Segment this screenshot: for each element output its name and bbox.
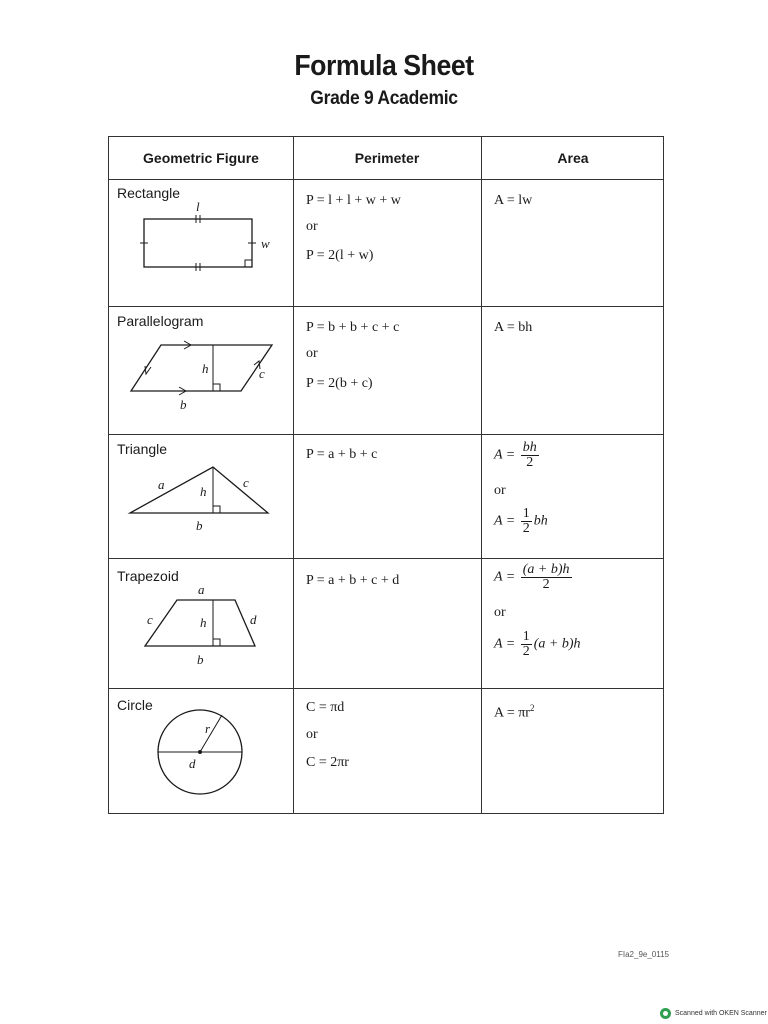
circle-label-r: r	[205, 721, 211, 736]
parallelogram-label-h: h	[202, 361, 209, 376]
fraction-denominator: 2	[526, 455, 534, 470]
figure-name-triangle: Triangle	[117, 441, 168, 457]
fraction-numerator: 1	[522, 629, 530, 644]
area-lhs: A = πr	[494, 705, 530, 721]
trapezoid-diagram	[109, 558, 293, 688]
rectangle-label-w: w	[261, 236, 270, 251]
page-subtitle: Grade 9 Academic	[310, 88, 458, 109]
column-divider	[293, 137, 294, 813]
area-lhs: A =	[494, 513, 516, 529]
header-perimeter: Perimeter	[354, 150, 420, 166]
fraction-denominator: 2	[522, 644, 530, 659]
parallelogram-label-b: b	[180, 397, 187, 412]
parallelogram-label-c: c	[259, 366, 265, 381]
page-title: Formula Sheet	[294, 50, 474, 82]
area-lhs: A =	[494, 569, 516, 585]
trapezoid-label-d: d	[250, 612, 257, 627]
fraction-numerator: 1	[522, 506, 530, 521]
or-text: or	[494, 483, 506, 498]
scanner-watermark	[660, 1008, 767, 1019]
triangle-diagram	[109, 434, 293, 558]
triangle-label-c: c	[243, 475, 249, 490]
or-text: or	[306, 727, 318, 742]
rectangle-area-formula: A = lw	[494, 193, 533, 208]
figure-name-parallelogram: Parallelogram	[117, 313, 204, 329]
rectangle-perimeter-alt-formula: P = 2(l + w)	[306, 248, 374, 263]
fraction-denominator: 2	[522, 521, 530, 536]
rectangle-perimeter-formula: P = l + l + w + w	[306, 193, 401, 208]
triangle-label-b: b	[196, 518, 203, 533]
figure-name-circle: Circle	[117, 697, 153, 713]
trapezoid-perimeter-formula: P = a + b + c + d	[306, 573, 400, 588]
rectangle-label-l: l	[196, 199, 200, 214]
parallelogram-perimeter-alt-formula: P = 2(b + c)	[306, 376, 373, 391]
triangle-area-alt-formula	[494, 507, 548, 536]
circle-perimeter-alt-formula: C = 2πr	[306, 755, 349, 770]
triangle-area-formula	[494, 441, 541, 470]
header-geometric-figure: Geometric Figure	[143, 150, 259, 166]
trapezoid-label-a: a	[198, 582, 205, 597]
exponent: 2	[529, 703, 535, 713]
figure-name-rectangle: Rectangle	[117, 185, 181, 201]
fraction-denominator: 2	[542, 577, 550, 592]
circle-diagram	[109, 688, 293, 815]
rectangle-diagram	[109, 179, 293, 306]
area-lhs: A =	[494, 636, 516, 652]
header-area: Area	[557, 150, 589, 166]
area-rhs: (a + b)h	[533, 636, 581, 652]
trapezoid-area-alt-formula	[494, 630, 581, 659]
circle-perimeter-formula: C = πd	[306, 700, 345, 715]
trapezoid-label-h: h	[200, 615, 207, 630]
scanner-logo-icon	[660, 1008, 671, 1019]
trapezoid-area-formula	[494, 563, 574, 592]
circle-label-d: d	[189, 756, 196, 771]
trapezoid-label-b: b	[197, 652, 204, 667]
document-code: FIa2_9e_0115	[618, 950, 670, 959]
fraction-numerator: bh	[522, 440, 537, 455]
figure-name-trapezoid: Trapezoid	[117, 568, 179, 584]
circle-area-formula	[494, 700, 534, 722]
triangle-label-a: a	[158, 477, 165, 492]
formula-table	[108, 136, 664, 814]
column-divider	[481, 137, 482, 813]
parallelogram-diagram	[109, 306, 293, 434]
scanner-text: Scanned with OKEN Scanner	[675, 1010, 767, 1017]
fraction-numerator: (a + b)h	[522, 562, 570, 577]
parallelogram-area-formula: A = bh	[494, 320, 533, 335]
triangle-label-h: h	[200, 484, 207, 499]
or-text: or	[306, 346, 318, 361]
parallelogram-perimeter-formula: P = b + b + c + c	[306, 320, 400, 335]
triangle-perimeter-formula: P = a + b + c	[306, 447, 378, 462]
trapezoid-label-c: c	[147, 612, 153, 627]
area-lhs: A =	[494, 447, 516, 463]
area-rhs: bh	[533, 513, 548, 529]
or-text: or	[306, 219, 318, 234]
or-text: or	[494, 605, 506, 620]
